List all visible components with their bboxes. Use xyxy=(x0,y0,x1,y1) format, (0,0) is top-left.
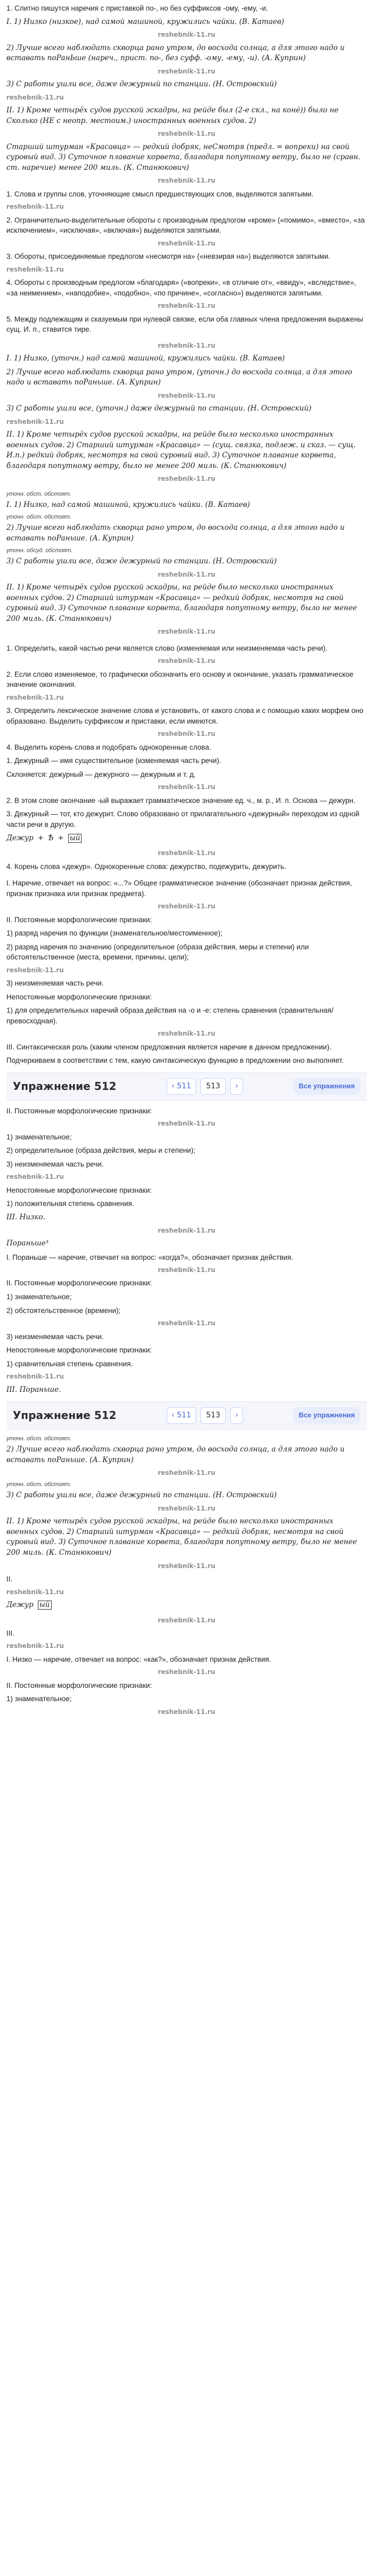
plan-5: 3) неизменяемая часть речи. xyxy=(6,979,104,988)
sentence-5: Старший штурман «Красавца» — редкий добряк, неСмотря (предл. = вопреки) на свой суровый вид. 3) Суточное плавание корвета, благодаря попутному ветру, было не (сравн. ст. наречие) менее 200 миль. (К. Станюкович) xyxy=(6,142,361,172)
sentence-2: 2) Лучше всего наблюдать скворца рано утром, до восхода солнца, а для этого надо и вставать поРаньше. (А. Куприн) xyxy=(6,523,345,543)
watermark: reshebnik-11.ru xyxy=(6,203,64,211)
roman-3: III. xyxy=(6,1629,15,1637)
rule-2: 2. Ограничительно-выделительные обороты с производным предлогом «кроме» («помимо», «вместо», «за исключением», «исключая», «включая») выделяются запятыми. xyxy=(6,216,365,235)
pager xyxy=(167,1078,243,1094)
watermark: reshebnik-11.ru xyxy=(158,903,215,910)
note: уточн. обст. обстоят. xyxy=(6,490,71,497)
chevron-left-icon: ‹ xyxy=(171,1411,175,1420)
watermark: reshebnik-11.ru xyxy=(158,1120,215,1128)
watermark: reshebnik-11.ru xyxy=(158,130,215,138)
morpheme-diagram xyxy=(6,833,367,844)
line-12: 2) обстоятельственное (времени); xyxy=(6,1306,121,1315)
sentence-3: 3) С работы ушли все, даже дежурный по станции. (Н. Островский) xyxy=(6,80,277,89)
line-15: 1) сравнительная степень сравнения. xyxy=(6,1359,133,1368)
sentence-3: 3) С работы ушли все, (уточн.) даже дежурный по станции. (Н. Островский) xyxy=(6,404,312,413)
step-4: 4. Выделить корень слова и подобрать однокоренные слова. xyxy=(6,743,212,751)
chevron-right-icon: › xyxy=(235,1082,239,1091)
watermark: reshebnik-11.ru xyxy=(6,265,64,273)
note: уточн. обсуд. обстоят. xyxy=(6,547,73,554)
section-rules xyxy=(6,3,367,335)
watermark: reshebnik-11.ru xyxy=(158,570,215,578)
watermark: reshebnik-11.ru xyxy=(158,1562,215,1570)
line-6: 1) положительная степень сравнения. xyxy=(6,1200,134,1208)
roman-2: II. xyxy=(6,1575,13,1583)
line-11: 1) знаменательное; xyxy=(6,1293,72,1301)
current-number[interactable]: 513 xyxy=(200,1407,226,1423)
watermark: reshebnik-11.ru xyxy=(158,1616,215,1624)
analysis-1: 1. Дежурный — имя существительное (изменяемая часть речи). xyxy=(6,757,222,765)
diagram-plus-1: + xyxy=(37,833,44,842)
sentence-1: I. 1) Низко, (уточн.) над самой машиной, кружились чайки. (В. Катаев) xyxy=(6,354,285,363)
sentence-1: I. 1) Низко, над самой машиной, кружились чайки. (В. Катаев) xyxy=(6,500,250,509)
prev-button[interactable] xyxy=(167,1078,196,1094)
watermark: reshebnik-11.ru xyxy=(158,849,215,857)
line-13: 3) неизменяемая часть речи. xyxy=(6,1332,104,1341)
plan-8: III. Синтаксическая роль (каким членом предложения является наречие в данном предложении). xyxy=(6,1043,331,1051)
exercise-navigation xyxy=(6,1072,367,1101)
watermark: reshebnik-11.ru xyxy=(158,783,215,791)
rule-4: 4. Обороты с производным предлогом «благодаря» («вопреки», «в отличие от», «ввиду», «вследствие», «за неимением», «наподобие», «подобно», «по причине», «согласно») выделяются запятыми. xyxy=(6,278,356,297)
section-syntax xyxy=(6,490,367,637)
prev-number: 511 xyxy=(176,1411,191,1420)
watermark: reshebnik-11.ru xyxy=(158,475,215,483)
next-button[interactable] xyxy=(230,1407,243,1423)
watermark: reshebnik-11.ru xyxy=(6,1373,64,1381)
plan-3: 1) разряд наречия по функции (знаменательное/местоименное); xyxy=(6,929,223,938)
sentence-4: II. 1) Кроме четырёх судов русской эскадры, на рейде было несколько иностранных военных судов. 2) Старший штурман «Красавца» — редкий добряк, несмотря на свой суровый вид. 3) Суточное плавание корвета, благодаря попутному ветру, было не менее 200 миль. (К. Станюкович) xyxy=(6,583,357,623)
note: уточн. обст. обстоят. xyxy=(6,514,71,521)
watermark: reshebnik-11.ru xyxy=(158,1030,215,1038)
line-4: 3) неизменяемая часть речи. xyxy=(6,1160,104,1168)
sentence-4: II. 1) Кроме четырёх судов русской эскадры, на рейде было несколько иностранных военных судов. 2) Старший штурман «Красавца» — редкий добряк, несмотря на свой суровый вид. 3) Суточное плавание корвета, благодаря попутному ветру, было не менее 200 миль. (К. Станюкович) xyxy=(6,1517,357,1557)
watermark: reshebnik-11.ru xyxy=(158,1319,215,1327)
exercise-title: Упражнение 512 xyxy=(13,1079,117,1093)
step-3: 3. Определить лексическое значение слова и установить, от какого слова и с помощью каких морфем оно образовано. Выделить суффиксом и приставки, если имеются. xyxy=(6,707,363,725)
line-1: II. Постоянные морфологические признаки: xyxy=(6,1106,152,1115)
watermark: reshebnik-11.ru xyxy=(158,1504,215,1512)
diagram-root: Дежур xyxy=(6,1600,34,1609)
section-adverb-analysis xyxy=(6,1106,367,1395)
sentence-2: 2) Лучше всего наблюдать скворца рано утром, до восхода солнца, а для этого надо и вставать поРаньше. (А. Куприн) xyxy=(6,1445,345,1464)
plan-4: 2) разряд наречия по значению (определительное (образа действия, меры и степени) или обстоятельственное (места, времени, причины, цели); xyxy=(6,942,309,962)
rule-3: 3. Обороты, присоединяемые предлогом «несмотря на» («невзирая на») выделяются запятыми. xyxy=(6,252,330,261)
watermark: reshebnik-11.ru xyxy=(158,1226,215,1234)
note: уточн. обст. обстоят. xyxy=(6,1435,71,1442)
step-2: 2. Если слово изменяемое, то графически обозначить его основу и окончание, указать грамматическое значение окончания. xyxy=(6,670,354,689)
note: уточн. обст. обстоят. xyxy=(6,1481,71,1488)
sentence-1: I. 1) Низко (низкое), над самой машиной, кружились чайки. (В. Катаев) xyxy=(6,17,285,26)
diagram-ending: ый xyxy=(38,1601,52,1610)
chevron-left-icon: ‹ xyxy=(171,1082,175,1091)
section-final xyxy=(6,1435,367,1717)
feature-1: 1) знаменательное; xyxy=(6,1695,72,1703)
analysis-3: 2. В этом слове окончание -ый выражает грамматическое значение ед. ч., м. р., И. п. Основа — дежурн. xyxy=(6,796,355,805)
watermark: reshebnik-11.ru xyxy=(158,302,215,310)
sentence-4: II. 1) Кроме четырёх судов русской эскадры, на рейде был (2-е скл., на конé)) было не Сколько (НЕ с неопр. местоим.) иностранных военных судов. 2) xyxy=(6,105,339,125)
watermark: reshebnik-11.ru xyxy=(158,628,215,636)
section-adverb-plan xyxy=(6,878,367,1066)
pager xyxy=(167,1407,243,1423)
watermark: reshebnik-11.ru xyxy=(6,93,64,101)
watermark: reshebnik-11.ru xyxy=(158,1708,215,1716)
adverb-analysis: I. Низко — наречие, отвечает на вопрос: «как?», обозначает признак действия. xyxy=(6,1655,271,1663)
line-2: 1) знаменательное; xyxy=(6,1133,72,1141)
exercise-title: Упражнение 512 xyxy=(13,1409,117,1422)
all-exercises-button[interactable]: Все упражнения xyxy=(294,1407,360,1424)
watermark: reshebnik-11.ru xyxy=(158,31,215,39)
watermark: reshebnik-11.ru xyxy=(6,1588,64,1596)
watermark: reshebnik-11.ru xyxy=(158,391,215,399)
watermark: reshebnik-11.ru xyxy=(158,730,215,738)
analysis-4: 3. Дежурный — тот, кто дежурит. Слово образовано от прилагательного «дежурный» переходом из одной части речи в другую. xyxy=(6,810,360,828)
line-16: III. Пораньше. xyxy=(6,1385,61,1394)
chevron-right-icon: › xyxy=(235,1411,239,1420)
watermark: reshebnik-11.ru xyxy=(158,1668,215,1676)
prev-button[interactable] xyxy=(167,1407,196,1423)
prev-number: 511 xyxy=(176,1082,191,1091)
analysis-5: 4. Корень слова «дежур». Однокоренные слова: дежурство, подежурить, дежурить. xyxy=(6,862,286,871)
morpheme-diagram xyxy=(6,1600,367,1611)
line-3: 2) определительное (образа действия, меры и степени); xyxy=(6,1146,196,1155)
watermark: reshebnik-11.ru xyxy=(6,1642,64,1650)
rule-1: 1. Слова и группы слов, уточняющие смысл предшествующих слов, выделяются запятыми. xyxy=(6,190,314,198)
line-10: II. Постоянные морфологические признаки: xyxy=(6,1279,152,1287)
diagram-root: Дежур xyxy=(6,833,34,842)
sentence-3: 3) С работы ушли все, даже дежурный по станции. (Н. Островский) xyxy=(6,1491,277,1500)
plan-2: II. Постоянные морфологические признаки: xyxy=(6,915,152,924)
rule-5: 5. Между подлежащим и сказуемым при нулевой связке, если оба главных члена предложения выражены сущ. И. п., ставится тире. xyxy=(6,315,363,334)
sentence-3: 3) С работы ушли все, даже дежурный по станции. (Н. Островский) xyxy=(6,557,277,566)
watermark: reshebnik-11.ru xyxy=(158,657,215,665)
line-7: III. Низко. xyxy=(6,1212,45,1221)
plan-6: Непостоянные морфологические признаки: xyxy=(6,992,152,1001)
sentence-2: 2) Лучше всего наблюдать скворца рано утром, (уточн.) до восхода солнца, а для этого надо и вставать поРаньше. (А. Куприн) xyxy=(6,367,352,387)
diagram-plus-2: + xyxy=(58,833,64,842)
plan-7: 1) для определительных наречий образа действия на -о и -е: степень сравнения (сравнительная/превосходная). xyxy=(6,1006,334,1025)
line-9: I. Пораньше — наречие, отвечает на вопрос: «когда?», обозначает признак действия. xyxy=(6,1253,294,1261)
watermark: reshebnik-11.ru xyxy=(158,341,215,349)
watermark: reshebnik-11.ru xyxy=(158,1469,215,1477)
analysis-2: Склоняется: дежурный — дежурного — дежурным и т. д. xyxy=(6,770,196,778)
section-punctuation xyxy=(6,341,367,484)
diagram-ending: ый xyxy=(68,834,82,843)
watermark: reshebnik-11.ru xyxy=(158,177,215,185)
watermark: reshebnik-11.ru xyxy=(6,693,64,701)
text-intro: 1. Слитно пишутся наречия с приставкой по-, но без суффиксов -ому, -ему, -и. xyxy=(6,4,268,12)
sentence-4: II. 1) Кроме четырёх судов русской эскадры, на рейде было несколько иностранных военных судов. 2) Старший штурман «Красавца» — (сущ. связка, подлеж. и сказ. — сущ. И.п.) редкий добряк, несмотря на свой суровый вид. 3) Суточное плавание корвета, благодаря попутному ветру, было не менее 200 миль. (К. Станюкович) xyxy=(6,430,356,470)
line-14: Непостоянные морфологические признаки: xyxy=(6,1346,152,1355)
line-8: Пораньше³ xyxy=(6,1238,49,1248)
watermark: reshebnik-11.ru xyxy=(158,239,215,247)
watermark: reshebnik-11.ru xyxy=(6,966,64,974)
diagram-suffix: Ѣ xyxy=(48,833,54,842)
watermark: reshebnik-11.ru xyxy=(158,1266,215,1274)
current-number[interactable]: 513 xyxy=(200,1078,226,1094)
all-exercises-button[interactable]: Все упражнения xyxy=(294,1078,360,1095)
watermark: reshebnik-11.ru xyxy=(6,1173,64,1181)
watermark: reshebnik-11.ru xyxy=(158,67,215,75)
section-morphemic xyxy=(6,643,367,872)
plan-9: Подчеркиваем в соответствии с тем, какую синтаксическую функцию в предложении оно выполняет. xyxy=(6,1056,344,1065)
watermark: reshebnik-11.ru xyxy=(6,417,64,425)
plan-1: I. Наречие, отвечает на вопрос: «...?» Общее грамматическое значение (обозначает признак действия, признак признака или признак предмета). xyxy=(6,879,352,898)
exercise-navigation-secondary xyxy=(6,1401,367,1430)
next-button[interactable] xyxy=(230,1078,243,1094)
step-1: 1. Определить, какой частью речи является слово (изменяемая или неизменяемая часть речи). xyxy=(6,644,328,652)
line-5: Непостоянные морфологические признаки: xyxy=(6,1186,152,1194)
const-features: II. Постоянные морфологические признаки: xyxy=(6,1681,152,1689)
sentence-2: 2) Лучше всего наблюдать скворца рано утром, до восхода солнца, а для этого надо и вставать поРанЬше (нареч., прист. по-, без суфф. -ому, -ему, -и). (А. Куприн) xyxy=(6,43,345,63)
